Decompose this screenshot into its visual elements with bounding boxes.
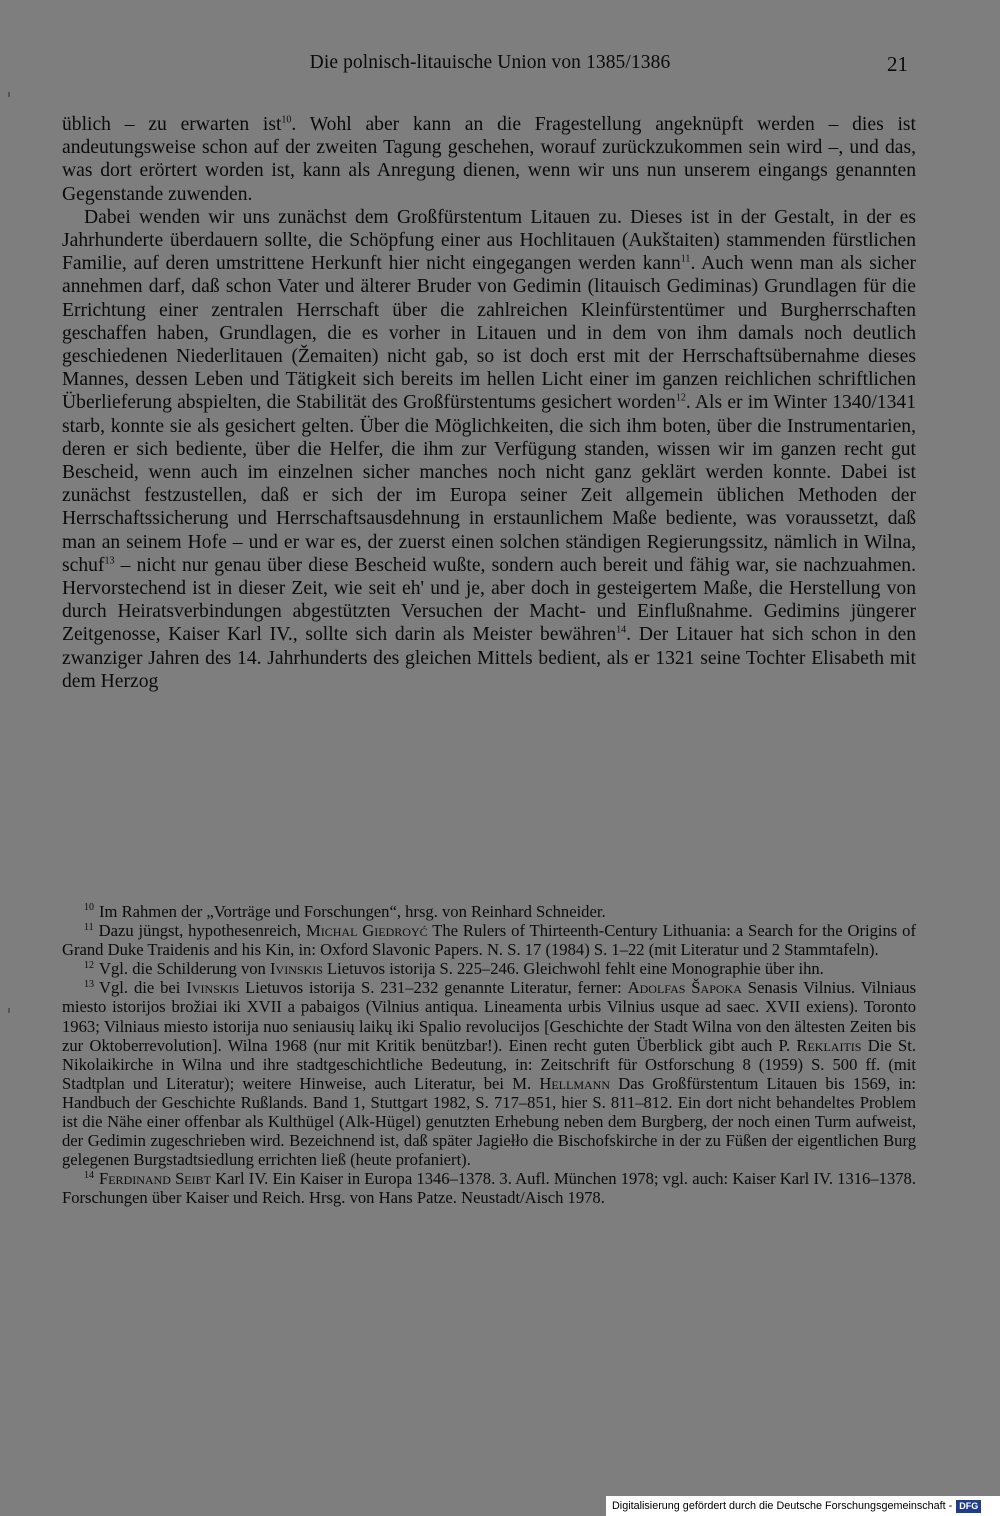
paragraph-1 xyxy=(62,113,916,206)
footnote-ref-11[interactable]: 11 xyxy=(680,253,691,265)
text-run: Dabei wenden wir uns zunächst dem Großfürstentum Litauen zu. Dieses ist in der Gestalt, in der es Jahrhunderte überdauern sollte, die Schöpfung einer aus Hochlitauen (Aukštaiten) stammenden fürstlichen Familie, auf deren umstrittene Herkunft hier nicht eingegangen werden kann xyxy=(62,206,916,275)
running-header xyxy=(60,52,920,82)
footnote-text: Vgl. die bei xyxy=(99,978,187,998)
paragraph-2 xyxy=(62,206,916,693)
footnote-text: Die St. Nikolaikirche in Wilna und ihre stadtgeschichtliche Bedeutung, in: Zeitschrift für Ostforschung 8 (1959) S. 500 ff. (mit Stadtplan und Literatur); weitere Hinweise, auch Literatur, bei M. xyxy=(62,1035,917,1093)
text-run: – nicht nur genau über diese Bescheid wußte, sondern auch bereit und fähig war, sie nachzuahmen. Hervorstechend ist in dieser Zeit, wie seit eh' und je, aber doch in gesteigertem Maße, die Herstellung von durch Heiratsverbindungen abgestützten Versuchen der Macht- und Einflußnahme. Gedimins jüngerer Zeitgenosse, Kaiser Karl IV., sollte sich darin als Meister bewähren xyxy=(62,554,916,646)
running-title: Die polnisch-litauische Union von 1385/1386 xyxy=(309,52,671,73)
footnote-text: Lietuvos istorija S. 225–246. Gleichwohl fehlt eine Monographie über ihn. xyxy=(322,959,824,979)
margin-mark xyxy=(8,92,10,97)
credit-text: Digitalisierung gefördert durch die Deutsche Forschungsgemeinschaft - xyxy=(612,1500,953,1512)
footnote-number: 10 xyxy=(84,902,94,914)
digitization-credit xyxy=(606,1496,1000,1516)
text-run: . Wohl aber kann an die Fragestellung angeknüpft werden – dies ist andeutungsweise schon auf der zweiten Tagung geschehen, worauf zurückzukommen sein wird –, und das, was dort erörtert worden ist, kann als Anregung dienen, wenn wir uns nun unserem eingangs genannten Gegenstande zuwenden. xyxy=(62,114,916,205)
footnote-ref-13[interactable]: 13 xyxy=(104,555,115,567)
footnote-10 xyxy=(62,902,916,921)
footnote-number: 12 xyxy=(84,959,94,971)
footnote-ref-10[interactable]: 10 xyxy=(281,114,292,126)
footnote-ref-12[interactable]: 12 xyxy=(675,392,686,404)
dfg-logo-icon[interactable]: DFG xyxy=(956,1500,981,1513)
text-run: üblich – zu erwarten ist xyxy=(62,114,282,135)
footnotes xyxy=(62,902,916,1208)
text-run: . Auch wenn man als sicher annehmen darf, daß schon Vater und älterer Bruder von Gedimin (litauisch Gediminas) Grundlagen für die Errichtung einer zentralen Herrschaft über die zahlreichen Kleinfürstentümer und Burgherrschaften geschaffen haben, Grundlagen, die es vorher in Litauen und in dem von ihm damals noch deutlich geschiedenen Niederlitauen (Žemaiten) nicht gab, so ist doch erst mit der Herrschaftsübernahme dieses Mannes, dessen Leben und Tätigkeit sich bereits im hellen Licht einer im ganzen reichlichen schriftlichen Überlieferung abspielten, die Stabilität des Großfürstentums gesichert worden xyxy=(62,253,916,414)
text-run: . Als er im Winter 1340/1341 starb, konnte sie als gesichert gelten. Über die Möglichkeiten, die sich ihm boten, über die Instrumentarien, deren er sich bediente, über die Helfer, die ihm zur Verfügung standen, wissen wir im ganzen recht gut Bescheid, wenn auch im einzelnen sicher manches noch nicht ganz geklärt werden konnte. Dabei ist zunächst festzustellen, daß er sich der im Europa seiner Zeit allgemein üblichen Methoden der Herrschaftssicherung und Herrschaftsausdehnung in erstaunlichem Maße bediente, was voraussetzt, daß man an seinem Hofe – und er war es, der zuerst einen solchen ständigen Regierungssitz, nämlich in Wilna, schuf xyxy=(62,392,916,576)
author-name: Michal Giedroyć xyxy=(305,921,428,941)
footnote-text: Karl IV. Ein Kaiser in Europa 1346–1378. 3. Aufl. München 1978; vgl. auch: Kaiser Karl IV. 1316–1378. Forschungen über Kaiser und Reich. Hrsg. von Hans Patze. Neustadt/Aisch 1978. xyxy=(62,1169,916,1208)
page-number: 21 xyxy=(887,52,908,76)
footnote-number: 11 xyxy=(84,921,94,933)
footnote-text: Dazu jüngst, hypothesenreich, xyxy=(98,921,306,941)
text-run: . Der Litauer hat sich schon in den zwanziger Jahren des 14. Jahrhunderts des gleichen Mittels bedient, als er 1321 seine Tochter Elisabeth mit dem Herzog xyxy=(62,624,916,692)
footnote-number: 13 xyxy=(84,978,94,990)
footnote-13 xyxy=(62,978,916,1169)
footnote-12 xyxy=(62,959,916,978)
margin-mark xyxy=(8,1008,10,1013)
footnote-text: Vgl. die Schilderung von xyxy=(99,959,270,979)
main-text xyxy=(62,113,916,693)
footnote-ref-14[interactable]: 14 xyxy=(616,624,627,636)
footnote-text: Das Großfürstentum Litauen bis 1569, in: Handbuch der Geschichte Rußlands. Band 1, Stuttgart 1982, S. 717–851, hier S. 811–812. Ein dort nicht behandeltes Problem ist die Nähe einer offenbar als Kulthügel (Alk-Hügel) genutzten Erhebung neben dem Burgberg, der noch einen Turm aufweist, der Gedimin zugeschrieben wird. Bezeichnend ist, daß später Jagiełło die Bischofskirche in der zu Füßen der eigentlichen Burg gelegenen Burgstadtsiedlung errichten ließ (heute profaniert). xyxy=(62,1073,917,1170)
footnote-text: Lietuvos istorija S. 231–232 genannte Literatur, ferner: xyxy=(239,978,628,998)
author-name: Ferdinand Seibt xyxy=(99,1169,211,1189)
footnote-number: 14 xyxy=(84,1169,94,1181)
footnote-11 xyxy=(62,921,916,959)
footnote-text: Im Rahmen der „Vorträge und Forschungen“, hrsg. von Reinhard Schneider. xyxy=(99,902,606,921)
author-name: Ivinskis xyxy=(270,959,323,979)
footnote-text: Senasis Vilnius. Vilniaus miesto istorijos brožiai iki XVII a pabaigos (Vilnius antiqua. Lineamenta urbis Vilnius usque ad saec. XVII exiens). Toronto 1963; Vilniaus miesto istorija nuo seniausių laikų iki Spalio revolucijos [Geschichte der Stadt Wilna von den ältesten Zeiten bis zur Oktoberrevolution]. Wilna 1968 (nur mit Kritik benützbar!). Einen recht guten Überblick gibt auch P. xyxy=(62,978,917,1055)
author-name: Ivinskis xyxy=(186,978,240,998)
footnote-14 xyxy=(62,1169,916,1207)
author-name: Reklaitis xyxy=(796,1035,862,1055)
author-name: Hellmann xyxy=(539,1073,611,1093)
footnote-text: The Rulers of Thirteenth-Century Lithuania: a Search for the Origins of Grand Duke Traidenis and his Kin, in: Oxford Slavonic Papers. N. S. 17 (1984) S. 1–22 (mit Literatur und 2 Stammtafeln). xyxy=(62,921,916,960)
author-name: Adolfas Šapoka xyxy=(627,978,742,998)
